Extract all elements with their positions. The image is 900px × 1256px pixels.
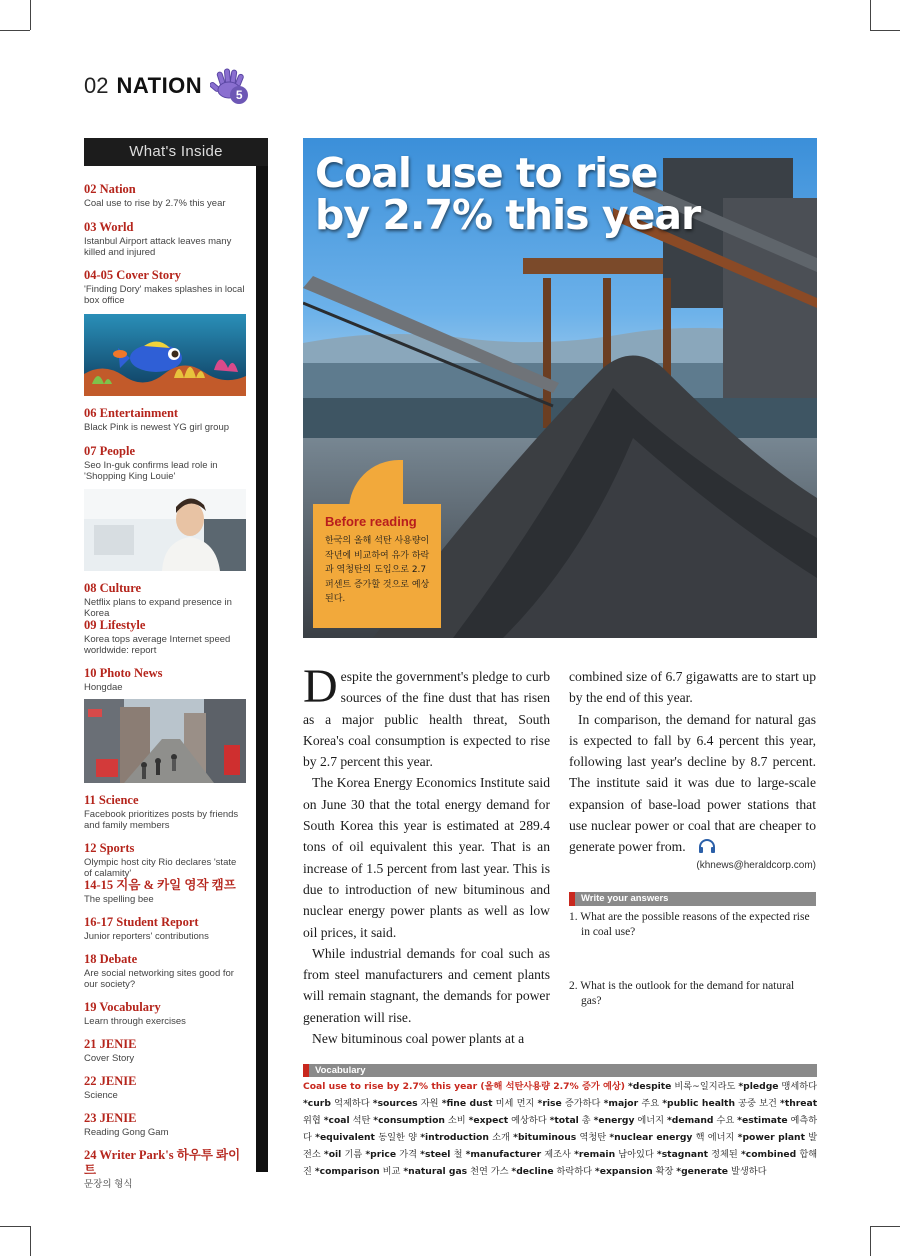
coal-pile-photo [303, 138, 817, 638]
page-header [84, 66, 250, 106]
crop-mark [30, 1226, 31, 1256]
toc-item[interactable] [84, 915, 246, 942]
crop-mark [0, 30, 30, 31]
vocab-meaning: 핵 에너지 [695, 1132, 735, 1143]
toc-item[interactable] [84, 952, 246, 990]
heading-marker [569, 892, 575, 906]
vocab-meaning: 소비 [447, 1115, 466, 1126]
sidebar-title: What's Inside [84, 138, 268, 166]
vocabulary-label: Vocabulary [315, 1065, 366, 1076]
toc-item-desc: 문장의 형식 [84, 1179, 133, 1190]
before-reading-title: Before reading [325, 514, 417, 529]
toc-item-desc: Science [84, 1090, 118, 1101]
vocab-term: *power plant [737, 1132, 805, 1143]
vocab-meaning: 공중 보건 [738, 1098, 777, 1109]
vocab-meaning: 예측하다 [303, 1115, 818, 1143]
page-number: 02 [84, 73, 109, 98]
article-paragraph: While industrial demands for coal such as from steel manufacturers and cement plants will remain stagnant, the demands for power generation will rise. [303, 945, 550, 1025]
crop-mark [870, 1226, 871, 1256]
vocabulary-title: Coal use to rise by 2.7% this year (올해 석탄사용량 2.7% 증가 예상) [303, 1081, 625, 1092]
toc-item[interactable] [84, 666, 246, 693]
vocab-term: *stagnant [656, 1149, 709, 1160]
vocab-term: *oil [323, 1149, 342, 1160]
vocab-meaning: 동일한 양 [378, 1132, 417, 1143]
vocab-meaning: 가격 [399, 1149, 418, 1160]
toc-item-title: 07 People [84, 444, 136, 458]
vocab-meaning: 정체된 [711, 1149, 738, 1160]
article-paragraph [303, 660, 550, 772]
before-reading-box [313, 504, 441, 628]
article-column-left [303, 660, 550, 1049]
toc-item-title: 21 JENIE [84, 1037, 137, 1051]
byline: (khnews@heraldcorp.com) [696, 860, 816, 871]
vocab-term: *major [603, 1098, 639, 1109]
vocab-term: *combined [740, 1149, 797, 1160]
vocab-term: *natural gas [403, 1166, 468, 1177]
vocabulary-entries [303, 1081, 817, 1177]
vocab-term: *equivalent [315, 1132, 375, 1143]
article-paragraph: combined size of 6.7 gigawatts are to start up by the end of this year. [569, 669, 816, 706]
vocab-meaning: 제조사 [544, 1149, 571, 1160]
toc-item-title: 06 Entertainment [84, 406, 179, 420]
vocab-meaning: 증가하다 [564, 1098, 601, 1109]
vocab-meaning: 발전소 [303, 1132, 818, 1160]
vocab-term: *bituminous [513, 1132, 577, 1143]
toc-item-title: 24 Writer Park's 하우투 롸이트 [84, 1148, 241, 1177]
toc-item-desc: Hongdae [84, 682, 123, 693]
vocab-term: *expansion [594, 1166, 653, 1177]
vocab-meaning: 억제하다 [334, 1098, 370, 1109]
vocab-term: *manufacturer [465, 1149, 542, 1160]
toc-item[interactable] [84, 618, 246, 656]
toc-item-desc: Olympic host city Rio declares 'state of calamity' [84, 857, 237, 879]
vocab-meaning: 발생하다 [730, 1166, 767, 1177]
toc-item-desc: Korea tops average Internet speed worldwide: report [84, 634, 231, 656]
crop-mark [870, 1226, 900, 1227]
vocab-meaning: 하락하다 [556, 1166, 592, 1177]
vocab-meaning: 위협 [303, 1115, 321, 1126]
toc-item-desc: Are social networking sites good for our society? [84, 968, 234, 990]
finding-dory-photo [84, 314, 246, 396]
article-paragraph-text: espite the government's pledge to curb sources of the fine dust that has risen as a major public health threat, South Korea's coal consumption is expected to rise by 2.7 percent this year. [303, 669, 550, 770]
vocab-meaning: 미세 먼지 [495, 1098, 535, 1109]
toc-item-desc: Reading Gong Gam [84, 1127, 169, 1138]
article-paragraph-text: In comparison, the demand for natural gas is expected to fall by 6.4 percent this year, following last year's decline by 8.7 percent. The institute said it was due to large-scale expansion of base-load power stations that use nuclear power or coal that are cheaper to generate power from. [569, 711, 816, 855]
vocab-term: *remain [574, 1149, 616, 1160]
vocab-term: *sources [372, 1098, 418, 1109]
dropcap: D [303, 660, 338, 713]
whats-inside-sidebar [84, 138, 268, 1190]
article-paragraph: New bituminous coal power plants at a [312, 1031, 525, 1047]
toc-item-title: 03 World [84, 220, 134, 234]
vocab-term: *despite [627, 1081, 672, 1092]
vocabulary-heading [303, 1064, 817, 1077]
toc-item[interactable] [84, 841, 246, 879]
toc-item[interactable] [84, 878, 246, 905]
vocab-term: *expect [468, 1115, 509, 1126]
toc-item-title: 18 Debate [84, 952, 138, 966]
vocab-term: *demand [667, 1115, 714, 1126]
vocab-term: *consumption [373, 1115, 445, 1126]
toc-item-title: 22 JENIE [84, 1074, 137, 1088]
logo-badge: 5 [230, 86, 248, 104]
vocab-meaning: 예상하다 [511, 1115, 547, 1126]
vocab-meaning: 역청탄 [579, 1132, 607, 1143]
crop-mark [0, 1226, 30, 1227]
crop-mark [870, 0, 871, 30]
toc-item-desc: Coal use to rise by 2.7% this year [84, 198, 226, 209]
section-title: NATION [116, 73, 203, 98]
vocab-meaning: 확장 [655, 1166, 674, 1177]
hand-logo-icon [210, 68, 250, 104]
vocab-meaning: 에너지 [637, 1115, 665, 1126]
toc-item-title: 04-05 Cover Story [84, 268, 181, 282]
toc-item-desc: Black Pink is newest YG girl group [84, 422, 230, 433]
vocab-term: *generate [676, 1166, 729, 1177]
heading-marker [303, 1064, 309, 1077]
before-reading-body: 한국의 올해 석탄 사용량이 작년에 비교하여 유가 하락과 역청탄의 도입으로 2.7 퍼센트 증가할 것으로 예상된다. [325, 536, 430, 604]
vocab-meaning: 철 [453, 1149, 463, 1160]
toc-item[interactable] [84, 1000, 246, 1027]
headphone-icon[interactable] [689, 838, 716, 859]
seo-in-guk-photo [84, 489, 246, 571]
hongdae-street-photo [84, 699, 246, 783]
crop-mark [870, 30, 900, 31]
vocab-meaning: 천연 가스 [470, 1166, 509, 1177]
vocab-term: *introduction [420, 1132, 489, 1143]
vocab-term: *threat [780, 1098, 818, 1109]
write-answers-label: Write your answers [581, 893, 669, 904]
toc-item-desc: Netflix plans to expand presence in Korea [84, 597, 232, 619]
article-headline: Coal use to rise by 2.7% this year [315, 149, 701, 239]
vocab-term: *curb [303, 1098, 331, 1109]
toc-item-title: 23 JENIE [84, 1111, 137, 1125]
vocab-meaning: 자원 [420, 1098, 439, 1109]
toc-item[interactable] [84, 406, 246, 433]
vocab-meaning: 주요 [641, 1098, 660, 1109]
toc-item-title: 11 Science [84, 793, 139, 807]
toc-item[interactable] [84, 268, 246, 306]
toc-item[interactable] [84, 1111, 246, 1138]
vocab-term: *estimate [737, 1115, 788, 1126]
article-paragraph [569, 709, 816, 860]
toc-item-desc: The spelling bee [84, 894, 154, 905]
toc-item-desc: Facebook prioritizes posts by friends and family members [84, 809, 239, 831]
question-2: 2. What is the outlook for the demand for natural gas? [569, 980, 795, 1007]
vocab-term: *public health [662, 1098, 735, 1109]
vocab-meaning: 석탄 [352, 1115, 371, 1126]
vocab-meaning: 비교 [382, 1166, 401, 1177]
toc-item[interactable] [84, 220, 246, 258]
toc-item[interactable] [84, 793, 246, 831]
vocab-term: *comparison [314, 1166, 380, 1177]
toc-item[interactable] [84, 1148, 246, 1190]
vocab-term: *energy [593, 1115, 635, 1126]
toc-item-desc: 'Finding Dory' makes splashes in local box office [84, 284, 245, 306]
vocab-meaning: 소개 [492, 1132, 510, 1143]
toc-item[interactable] [84, 1037, 246, 1064]
vocab-meaning: 합해진 [303, 1149, 818, 1177]
vocab-meaning: 수요 [716, 1115, 735, 1126]
write-answers-heading [569, 892, 816, 906]
toc-item-title: 10 Photo News [84, 666, 163, 680]
toc-item[interactable] [84, 1074, 246, 1101]
toc-item-desc: Istanbul Airport attack leaves many killed and injured [84, 236, 232, 258]
vocab-term: *fine dust [441, 1098, 493, 1109]
toc-item-desc: Learn through exercises [84, 1016, 186, 1027]
vocab-meaning: 남아있다 [618, 1149, 654, 1160]
vocab-meaning: 맹세하다 [781, 1081, 818, 1092]
vocab-term: *steel [420, 1149, 451, 1160]
crop-mark [30, 0, 31, 30]
vocab-term: *price [365, 1149, 397, 1160]
article-column-right [569, 666, 816, 860]
vocab-meaning: 총 [581, 1115, 591, 1126]
toc-item-desc: Cover Story [84, 1053, 135, 1064]
toc-item-title: 19 Vocabulary [84, 1000, 161, 1014]
vocab-term: *nuclear energy [609, 1132, 693, 1143]
toc-item-title: 09 Lifestyle [84, 618, 146, 632]
toc-item-title: 08 Culture [84, 581, 142, 595]
question-1: 1. What are the possible reasons of the expected rise in coal use? [569, 911, 810, 938]
vocab-term: *coal [323, 1115, 350, 1126]
vocab-term: *decline [511, 1166, 554, 1177]
sidebar-bar [256, 138, 268, 1172]
toc-item-title: 14-15 지음 & 카일 영작 캠프 [84, 878, 236, 892]
vocab-term: *pledge [738, 1081, 779, 1092]
toc-item-desc: Seo In-guk confirms lead role in 'Shopping King Louie' [84, 460, 218, 482]
toc-item-desc: Junior reporters' contributions [84, 931, 209, 942]
toc-item[interactable] [84, 444, 246, 482]
toc-item-title: 16-17 Student Report [84, 915, 199, 929]
vocabulary-list [303, 1078, 817, 1180]
toc-item[interactable] [84, 581, 246, 619]
vocab-term: *total [549, 1115, 579, 1126]
toc-item[interactable] [84, 182, 246, 209]
toc-item-title: 12 Sports [84, 841, 135, 855]
vocab-term: *rise [537, 1098, 562, 1109]
vocab-meaning: 기름 [344, 1149, 363, 1160]
article-paragraph: The Korea Energy Economics Institute said on June 30 that the total energy demand for South Korea this year is estimated at 289.4 tons of oil equivalent this year. That is an increase of 1.5 percent from last year. This is due to introduction of new bituminous and nuclear energy power plants as well as low oil prices, it said. [303, 775, 550, 940]
toc-item-title: 02 Nation [84, 182, 136, 196]
vocab-meaning: 비록~일지라도 [674, 1081, 736, 1092]
